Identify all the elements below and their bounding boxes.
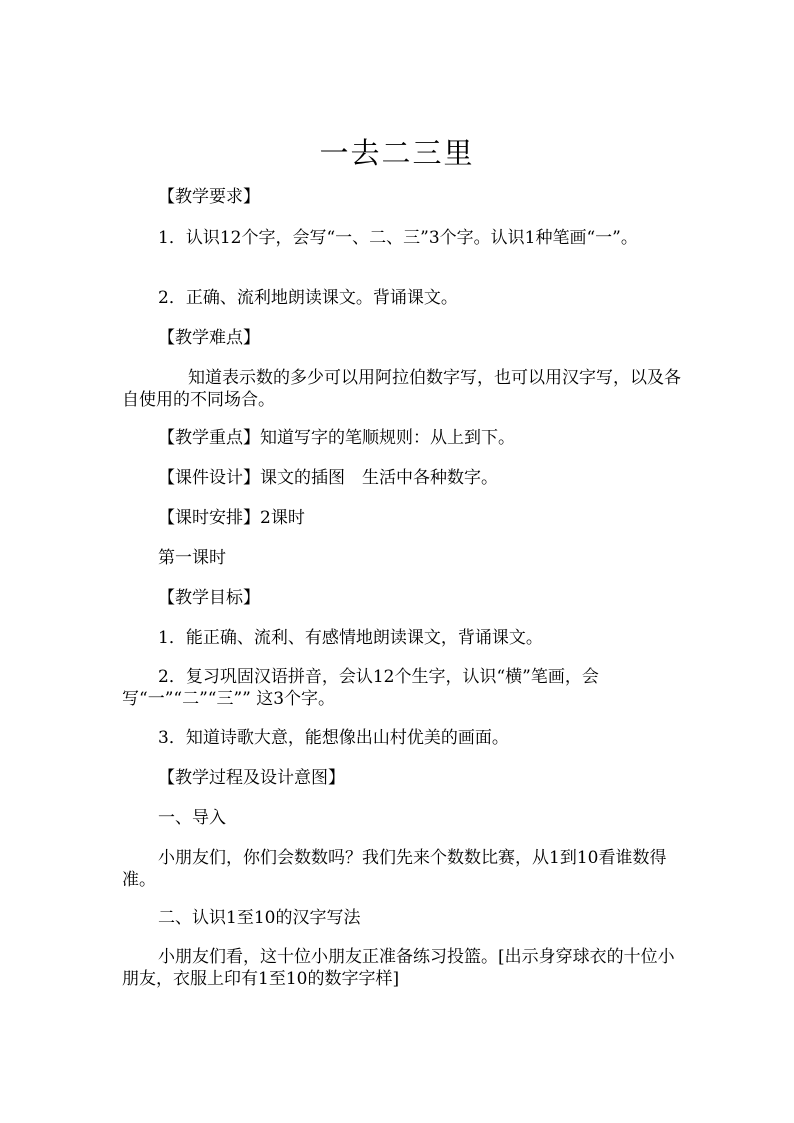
section-two-heading: 二、认识1至10的汉字写法 <box>158 908 361 928</box>
requirement-item-2: 2．正确、流利地朗读课文。背诵课文。 <box>158 288 458 308</box>
heading-teaching-goals: 【教学目标】 <box>158 588 260 608</box>
document-title: 一去二三里 <box>319 136 475 170</box>
class-schedule: 【课时安排】2课时 <box>158 508 305 528</box>
heading-teaching-requirements: 【教学要求】 <box>158 187 260 207</box>
heading-teaching-difficulty: 【教学难点】 <box>158 328 260 348</box>
goal-item-3: 3．知道诗歌大意，能想像出山村优美的画面。 <box>158 728 509 748</box>
teaching-focus: 【教学重点】知道写字的笔顺规则：从上到下。 <box>158 428 515 448</box>
first-lesson-heading: 第一课时 <box>158 548 226 568</box>
goal-item-1: 1．能正确、流利、有感情地朗读课文，背诵课文。 <box>158 628 543 648</box>
heading-teaching-process: 【教学过程及设计意图】 <box>158 768 345 788</box>
courseware-design: 【课件设计】课文的插图 生活中各种数字。 <box>158 468 498 488</box>
section-intro-heading: 一、导入 <box>158 808 226 828</box>
intro-text: 小朋友们，你们会数数吗？我们先来个数数比赛，从1到10看谁数得准。 <box>122 848 667 890</box>
goal-item-2: 2．复习巩固汉语拼音，会认12个生字，认识“横”笔画，会写“一”“二”“三”” 这3个字。 <box>122 667 599 709</box>
difficulty-text: 知道表示数的多少可以用阿拉伯数字写，也可以用汉字写，以及各自使用的不同场合。 <box>122 368 681 410</box>
requirement-item-1: 1．认识12个字，会写“一、二、三”3个字。认识1种笔画“一”。 <box>158 228 638 248</box>
section-two-text: 小朋友们看，这十位小朋友正准备练习投篮。[出示身穿球衣的十位小朋友，衣服上印有1至10的数字字样] <box>122 947 675 989</box>
